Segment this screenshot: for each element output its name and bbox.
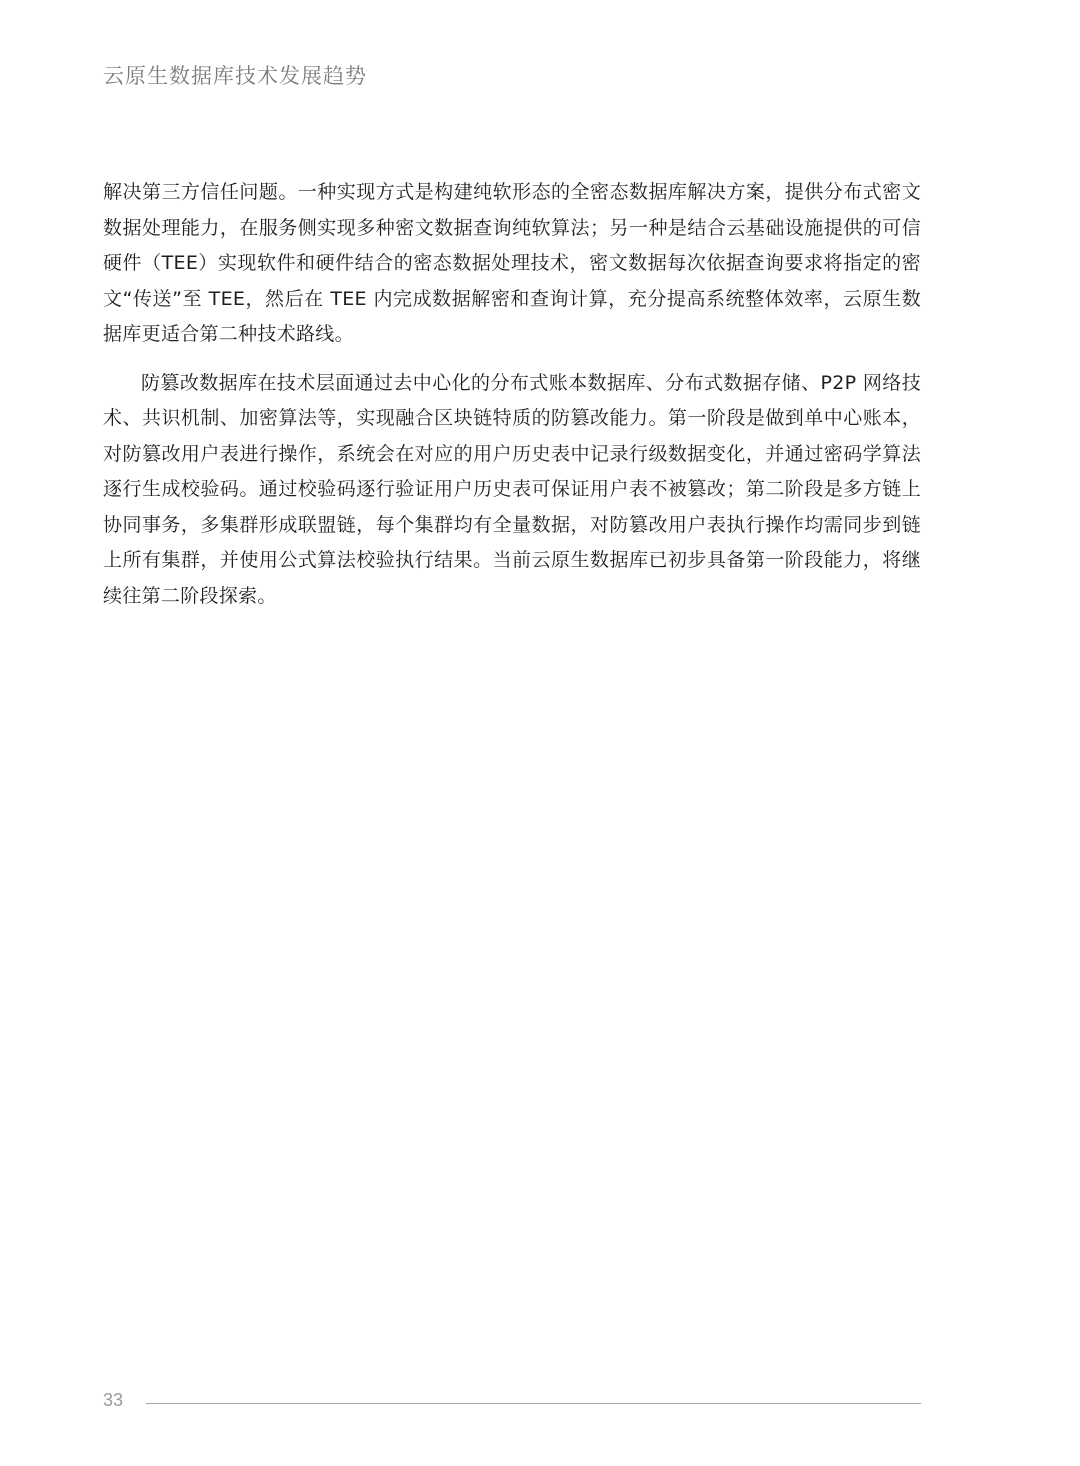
page-footer — [103, 1390, 921, 1418]
paragraph-continuation: 解决第三方信任问题。一种实现方式是构建纯软形态的全密态数据库解决方案，提供分布式密文数据处理能力，在服务侧实现多种密文数据查询纯软算法；另一种是结合云基础设施提供的可信硬件（TEE）实现软件和硬件结合的密态数据处理技术，密文数据每次依据查询要求将指定的密文“传送”至 TEE，然后在 TEE 内完成数据解密和查询计算，充分提高系统整体效率，云原生数据库更适合第二种技术路线。 — [103, 181, 921, 345]
body-text — [103, 175, 921, 627]
page-number: 33 — [103, 1390, 124, 1410]
footer-divider — [146, 1403, 921, 1404]
paragraph-tamper-proof-database: 防篡改数据库在技术层面通过去中心化的分布式账本数据库、分布式数据存储、P2P 网络技术、共识机制、加密算法等，实现融合区块链特质的防篡改能力。第一阶段是做到单中心账本，对防篡改用户表进行操作，系统会在对应的用户历史表中记录行级数据变化，并通过密码学算法逐行生成校验码。通过校验码逐行验证用户历史表可保证用户表不被篡改；第二阶段是多方链上协同事务，多集群形成联盟链，每个集群均有全量数据，对防篡改用户表执行操作均需同步到链上所有集群，并使用公式算法校验执行结果。当前云原生数据库已初步具备第一阶段能力，将继续往第二阶段探索。 — [103, 371, 921, 607]
running-header-title: 云原生数据库技术发展趋势 — [103, 64, 367, 88]
